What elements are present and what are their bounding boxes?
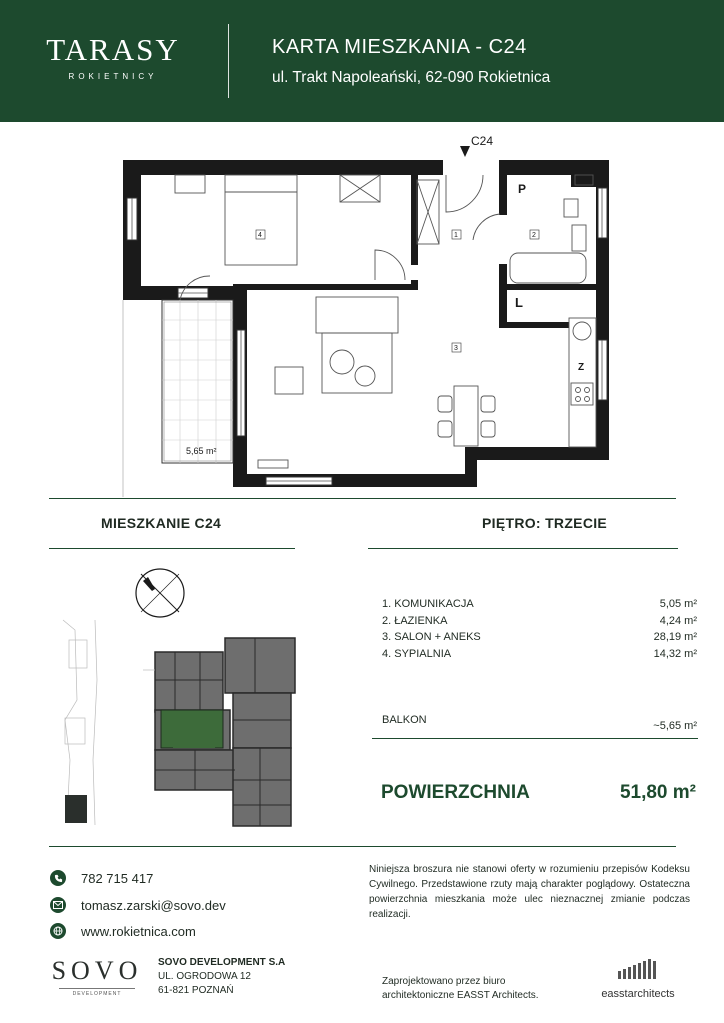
header-divider xyxy=(228,24,229,98)
phone-icon xyxy=(50,870,66,886)
architect-credit xyxy=(382,975,539,1003)
architect-credit-line2: architektoniczne EASST Architects. xyxy=(382,990,539,1001)
right-rule xyxy=(368,548,678,549)
room-row xyxy=(382,648,697,665)
room-name: 1. KOMUNIKACJA xyxy=(382,598,474,610)
room-area: 5,05 m² xyxy=(659,598,697,610)
address: ul. Trakt Napoleański, 62-090 Rokietnica xyxy=(272,69,551,86)
room-number-4: 4 xyxy=(258,232,262,239)
fixture-label-p: P xyxy=(518,182,527,196)
easst-logo-icon xyxy=(616,957,660,981)
floor-plan xyxy=(0,122,724,497)
sovo-logo-text: SOVO xyxy=(51,956,143,985)
balcony-rule xyxy=(372,738,698,739)
fixture-label-l: L xyxy=(515,295,523,310)
header-banner xyxy=(0,0,724,122)
mail-icon xyxy=(50,897,66,913)
room-area: 28,19 m² xyxy=(653,631,697,643)
room-list xyxy=(382,598,697,664)
room-name: 2. ŁAZIENKA xyxy=(382,614,448,627)
company-street: UL. OGRODOWA 12 xyxy=(158,971,251,982)
balcony-area xyxy=(162,300,233,463)
floor-heading: PIĘTRO: TRZECIE xyxy=(482,515,608,531)
entry-label: C24 xyxy=(471,134,494,148)
contact-email[interactable] xyxy=(50,897,226,913)
website-url: www.rokietnica.com xyxy=(81,923,196,939)
total-label: POWIERZCHNIA xyxy=(381,782,530,803)
room-row xyxy=(382,631,697,648)
contact-phone[interactable] xyxy=(50,870,153,886)
footer-rule xyxy=(49,846,676,847)
room-area: 4,24 m² xyxy=(659,614,697,627)
contact-website[interactable] xyxy=(50,923,196,939)
total-area: 51,80 m² xyxy=(619,782,696,803)
sovo-logo xyxy=(51,957,143,997)
phone-number: 782 715 417 xyxy=(81,870,154,886)
room-name: 3. SALON + ANEKS xyxy=(382,631,481,643)
entry-arrow-icon xyxy=(460,146,470,157)
balcony-area-label: 5,65 m² xyxy=(186,446,217,456)
easst-logo-text: easstarchitects xyxy=(601,988,675,1000)
apartment-heading: MIESZKANIE C24 xyxy=(101,515,222,531)
left-rule xyxy=(49,548,295,549)
compass-icon xyxy=(136,569,184,617)
balcony-area: ~5,65 m² xyxy=(653,720,697,732)
section-rule xyxy=(49,498,676,499)
globe-icon xyxy=(50,923,66,939)
company-name: SOVO DEVELOPMENT S.A xyxy=(158,957,286,968)
fixture-label-z: Z xyxy=(578,362,585,373)
room-area: 14,32 m² xyxy=(653,647,697,660)
room-row xyxy=(382,598,697,615)
location-minimap xyxy=(55,560,315,835)
email-address: tomasz.zarski@sovo.dev xyxy=(81,897,226,913)
room-number-2: 2 xyxy=(532,232,536,239)
sovo-logo-sub: DEVELOPMENT xyxy=(72,991,122,997)
company-city: 61-821 POZNAŃ xyxy=(158,985,234,996)
balcony-label: BALKON xyxy=(382,714,427,726)
room-number-1: 1 xyxy=(454,232,458,239)
room-name: 4. SYPIALNIA xyxy=(382,647,452,660)
disclaimer-text: Niniejsza broszura nie stanowi oferty w rozumieniu przepisów Kodeksu Cywilnego. Przedstawione rzuty mają charakter poglądowy. Ostateczna powierzchnia mieszkania może ulec nieznacznej zmianie podczas realizacji. xyxy=(369,864,690,920)
total-area-row xyxy=(381,782,696,804)
company-info xyxy=(158,956,285,998)
tarasy-logo xyxy=(36,34,190,81)
page-title: KARTA MIESZKANIA - C24 xyxy=(272,36,527,58)
balcony-row xyxy=(382,714,697,732)
room-row xyxy=(382,615,697,632)
easst-logo xyxy=(583,957,693,1000)
brand-subtitle: ROKIETNICY xyxy=(68,72,158,81)
architect-credit-line1: Zaprojektowano przez biuro xyxy=(382,976,506,987)
brand-name: TARASY xyxy=(46,32,180,67)
room-number-3: 3 xyxy=(454,345,458,352)
